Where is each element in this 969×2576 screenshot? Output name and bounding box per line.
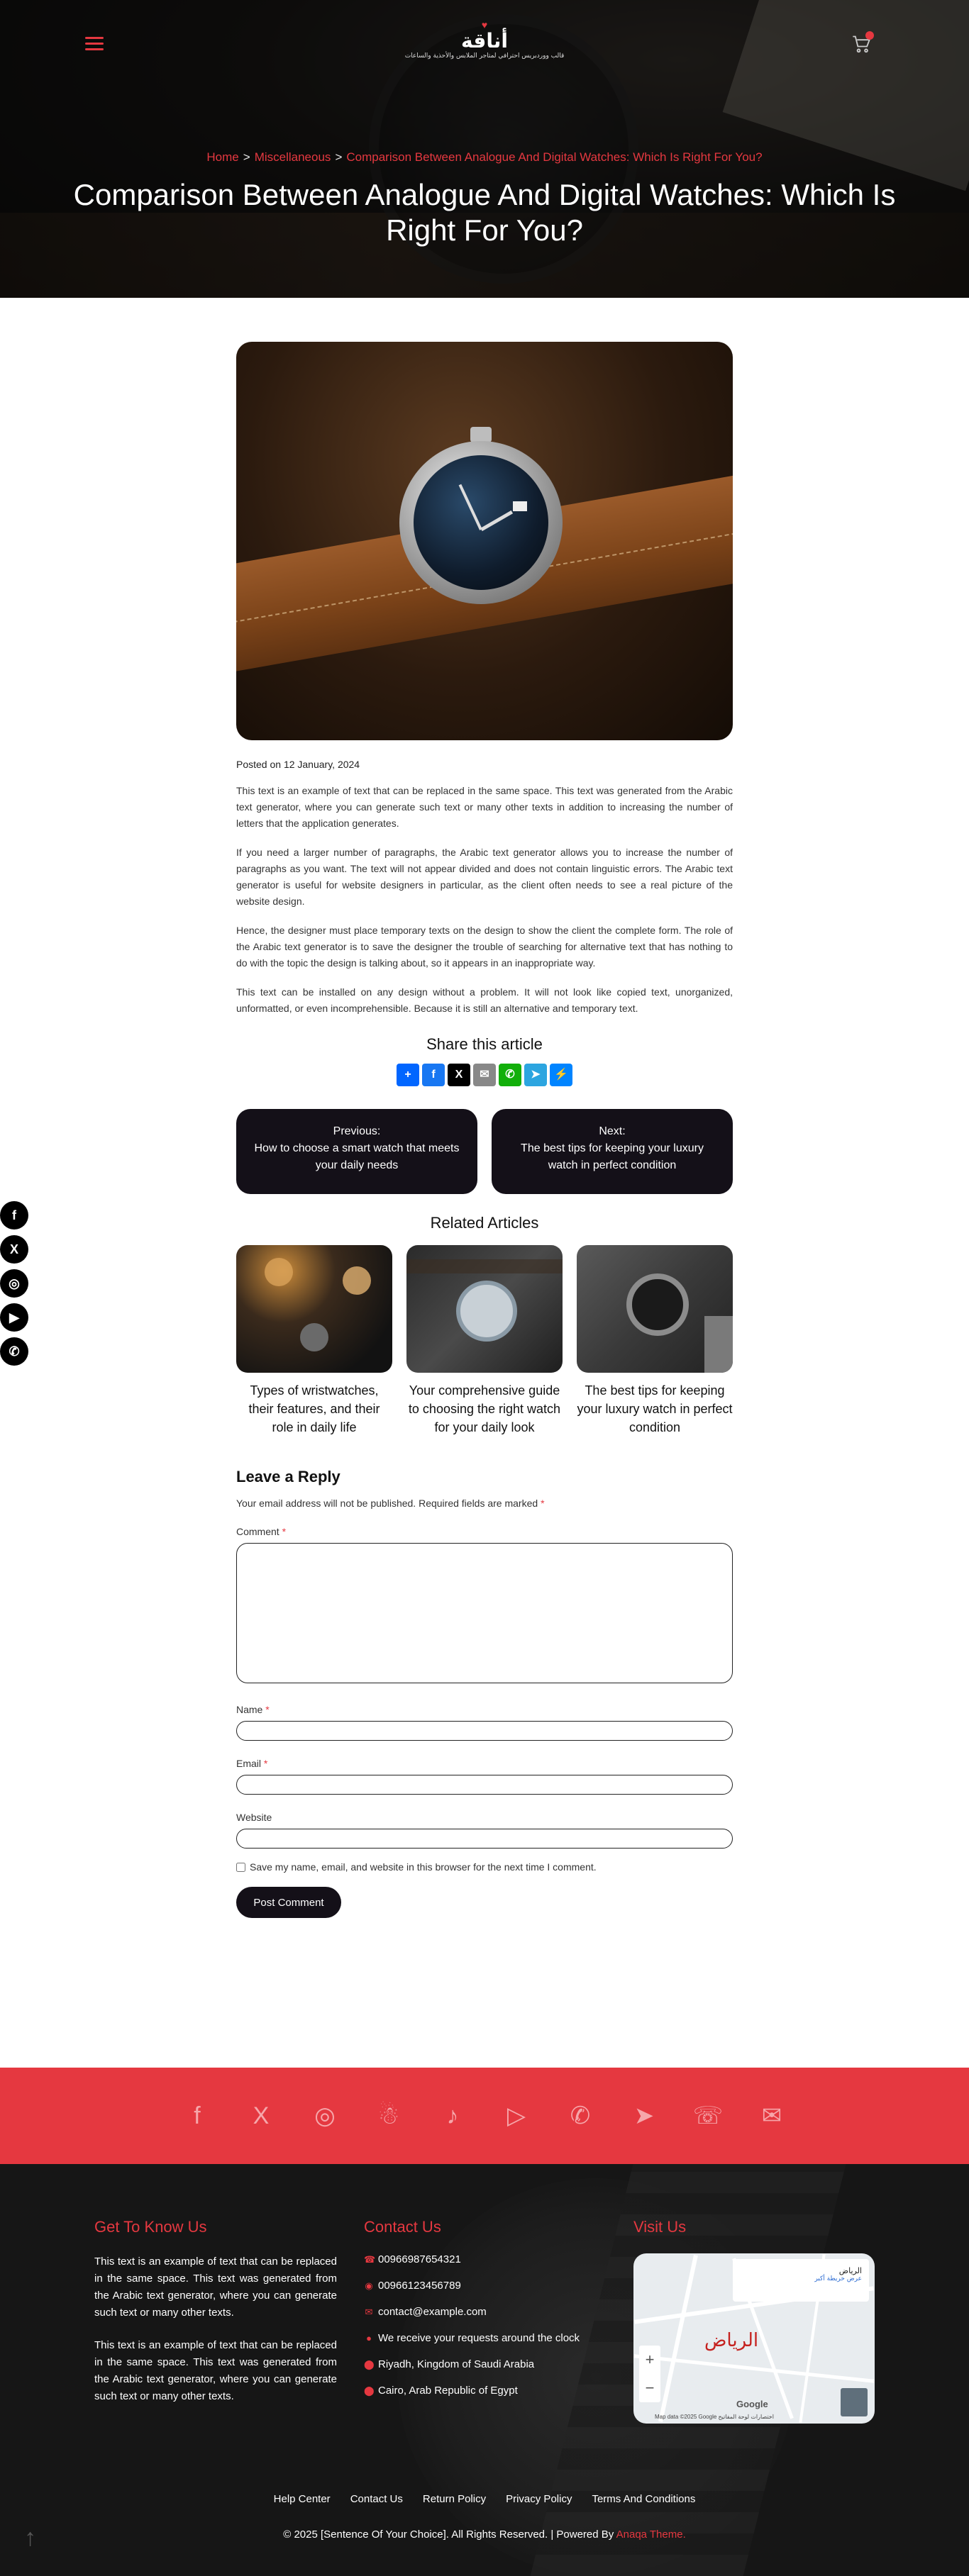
email-field[interactable] [236, 1775, 733, 1795]
previous-title: How to choose a smart watch that meets your daily needs [254, 1142, 460, 1171]
back-to-top-icon[interactable]: ↑ [24, 2524, 36, 2551]
website-label: Website [236, 1812, 272, 1823]
posted-date: Posted on 12 January, 2024 [236, 759, 360, 770]
save-info-row[interactable] [236, 1861, 733, 1873]
name-label-text: Name [236, 1704, 263, 1715]
location-icon: ⬤ [364, 2385, 375, 2396]
telegram-icon[interactable]: ➤ [524, 1064, 547, 1086]
site-footer [0, 2164, 969, 2576]
breadcrumb-home[interactable]: Home [206, 150, 239, 164]
contact-item[interactable] [364, 2280, 605, 2292]
youtube-icon[interactable]: ▶ [0, 1303, 28, 1332]
logo-tagline: قالب ووردبريس احترافي لمتاجر الملابس والأحذية والساعات [404, 52, 565, 60]
article-paragraph: Hence, the designer must place temporary texts on the design to show the client the complete form. The role of the Arabic text generator is to save the designer the trouble of searching for alternative text that has nothing to do with the topic the design is talking about, so it appears in an inappropriate way. [236, 925, 733, 969]
required-mark: * [282, 1526, 287, 1537]
article-paragraph: This text can be installed on any design without a problem. It will not look like copied text, unorganized, unformatted, or even incomprehensible. Because it is still an alternative and temporary text. [236, 986, 733, 1014]
page-title: Comparison Between Analogue And Digital Watches: Which Is Right For You? [73, 178, 896, 247]
logo-heart-icon: ♥ [481, 19, 488, 30]
breadcrumb-category[interactable]: Miscellaneous [254, 150, 331, 164]
previous-label: Previous: [333, 1125, 381, 1137]
map-zoom-in-button[interactable]: + [645, 2351, 655, 2368]
location-map[interactable] [633, 2253, 875, 2424]
x-icon[interactable]: X [0, 1235, 28, 1264]
previous-post-link[interactable] [236, 1109, 477, 1194]
footer-contact-title: Contact Us [364, 2218, 441, 2236]
contact-item[interactable] [364, 2358, 605, 2370]
footer-about-title: Get To Know Us [94, 2218, 207, 2236]
contact-text: 00966987654321 [378, 2253, 461, 2265]
whatsapp-icon: ◉ [365, 2280, 373, 2291]
map-google-logo: Google [736, 2399, 768, 2409]
required-mark: * [541, 1498, 545, 1509]
email-icon[interactable]: ✉ [473, 1064, 496, 1086]
contact-text: We receive your requests around the clock [378, 2332, 580, 2344]
footer-visit-title: Visit Us [633, 2218, 687, 2236]
footer-contact [364, 2218, 605, 2397]
website-field[interactable] [236, 1829, 733, 1849]
contact-item[interactable] [364, 2385, 605, 2397]
next-label: Next: [599, 1125, 626, 1137]
save-info-label: Save my name, email, and website in this browser for the next time I comment. [250, 1861, 597, 1873]
share-title: Share this article [426, 1035, 543, 1053]
messenger-icon[interactable]: ⚡ [550, 1064, 572, 1086]
facebook-icon[interactable]: f [0, 1201, 28, 1230]
related-article-title[interactable]: The best tips for keeping your luxury watch in perfect condition [577, 1383, 733, 1434]
contact-text: Cairo, Arab Republic of Egypt [378, 2385, 518, 2397]
footer-about-paragraph: This text is an example of text that can be replaced in the same space. This text was generated from the Arabic text generator, where you can generate such text or many other texts. [94, 2339, 337, 2402]
name-field[interactable] [236, 1721, 733, 1741]
site-logo[interactable] [397, 20, 572, 60]
facebook-icon[interactable]: f [422, 1064, 445, 1086]
snapchat-icon[interactable]: ☃ [377, 2102, 400, 2129]
contact-text: 00966123456789 [378, 2280, 461, 2292]
save-info-checkbox[interactable] [236, 1863, 245, 1872]
hero-header [0, 0, 969, 298]
map-pegman-icon[interactable] [841, 2388, 868, 2416]
facebook-icon[interactable]: f [194, 2102, 201, 2129]
breadcrumb [0, 150, 969, 165]
contact-item[interactable] [364, 2253, 605, 2265]
map-zoom-controls [639, 2346, 660, 2402]
map-zoom-out-button[interactable]: − [645, 2379, 655, 2397]
share-buttons [236, 1064, 733, 1086]
reply-note-text: Your email address will not be published. Required fields are marked [236, 1498, 538, 1509]
post-navigation [236, 1109, 733, 1194]
map-credit: Map data ©2025 Google اختصارات لوحة المفاتيح [655, 2414, 774, 2420]
cart-icon[interactable] [851, 34, 873, 55]
clock-icon: ● [366, 2333, 372, 2343]
map-card-title: الرياض [838, 2266, 862, 2275]
footer-link[interactable]: Contact Us [350, 2493, 403, 2505]
comment-label [236, 1526, 733, 1537]
copyright-brand-link[interactable]: Anaqa Theme. [616, 2528, 686, 2541]
required-mark: * [263, 1758, 268, 1769]
logo-name: أناقة [461, 29, 508, 52]
reply-note [236, 1498, 733, 1509]
email-icon[interactable]: ✉ [761, 2102, 782, 2129]
contact-list [364, 2253, 605, 2397]
side-social-bar [0, 1201, 31, 1371]
image-watch-date [513, 501, 527, 511]
post-comment-button[interactable]: Post Comment [236, 1887, 341, 1918]
related-thumbnail[interactable] [406, 1245, 563, 1373]
name-label [236, 1704, 733, 1715]
instagram-icon[interactable]: ◎ [0, 1269, 28, 1298]
telegram-icon[interactable]: ➤ [633, 2102, 655, 2129]
tiktok-icon[interactable]: ♪ [446, 2102, 459, 2129]
footer-link[interactable]: Privacy Policy [506, 2493, 572, 2505]
related-article-title[interactable]: Your comprehensive guide to choosing the right watch for your daily look [408, 1383, 561, 1434]
whatsapp-icon[interactable]: ✆ [499, 1064, 521, 1086]
map-larger-link[interactable]: عرض خريطة أكبر [814, 2275, 862, 2282]
next-title: The best tips for keeping your luxury watch in perfect condition [521, 1142, 704, 1171]
related-article-card[interactable] [406, 1245, 563, 1437]
contact-text: contact@example.com [378, 2306, 487, 2318]
youtube-icon[interactable]: ▷ [506, 2102, 526, 2129]
x-icon[interactable]: X [448, 1064, 470, 1086]
whatsapp-icon[interactable]: ✆ [0, 1337, 28, 1366]
article-main [236, 342, 733, 1918]
hamburger-icon[interactable] [85, 37, 104, 51]
related-articles [236, 1245, 733, 1437]
article-paragraph: If you need a larger number of paragraphs, the Arabic text generator allows you to increase the number of paragraphs as you want. The text will not appear divided and does not contain linguistic errors. The Arabic text generator is useful for website designers in particular, as the client often needs to see a real picture of the website design. [236, 847, 733, 907]
breadcrumb-separator: > [335, 150, 343, 164]
copyright [0, 2528, 969, 2541]
related-thumbnail[interactable] [236, 1245, 392, 1373]
instagram-icon[interactable]: ◎ [314, 2102, 336, 2129]
email-label [236, 1758, 733, 1769]
image-watch-crown [470, 427, 492, 442]
comment-label-text: Comment [236, 1526, 279, 1537]
phone-icon[interactable]: ☏ [692, 2102, 724, 2129]
article-paragraph: This text is an example of text that can be replaced in the same space. This text was generated from the Arabic text generator, where you can generate such text or many other texts in addition to increasing the number of letters that the application generates. [236, 785, 733, 829]
social-links-bar [0, 2068, 969, 2164]
contact-text: Riyadh, Kingdom of Saudi Arabia [378, 2358, 535, 2370]
reply-title: Leave a Reply [236, 1468, 340, 1485]
contact-item[interactable] [364, 2332, 605, 2344]
map-city-label: الرياض [704, 2330, 759, 2351]
featured-image [236, 342, 733, 740]
footer-link[interactable]: Terms And Conditions [592, 2493, 696, 2505]
map-info-card[interactable] [733, 2259, 869, 2302]
copyright-text: © 2025 [Sentence Of Your Choice]. All Rights Reserved. | Powered By [283, 2528, 614, 2541]
whatsapp-icon[interactable]: ✆ [570, 2102, 591, 2129]
email-icon: ✉ [365, 2306, 373, 2317]
footer-link[interactable]: Return Policy [422, 2493, 487, 2505]
footer-about [94, 2218, 337, 2405]
phone-icon: ☎ [364, 2253, 376, 2265]
required-mark: * [265, 1704, 270, 1715]
footer-link[interactable]: Help Center [273, 2493, 331, 2505]
comment-field[interactable] [236, 1543, 733, 1683]
email-label-text: Email [236, 1758, 262, 1769]
cart-badge [865, 31, 874, 40]
footer-about-paragraph: This text is an example of text that can be replaced in the same space. This text was generated from the Arabic text generator, where you can generate such text or many other texts. [94, 2256, 337, 2319]
x-icon[interactable]: X [253, 2102, 270, 2129]
contact-item[interactable] [364, 2306, 605, 2318]
related-thumbnail[interactable] [577, 1245, 733, 1373]
related-article-card[interactable] [577, 1245, 733, 1437]
footer-links [0, 2493, 969, 2505]
next-post-link[interactable] [492, 1109, 733, 1194]
location-icon: ⬤ [364, 2358, 375, 2370]
plus-icon[interactable]: + [397, 1064, 419, 1086]
breadcrumb-current: Comparison Between Analogue And Digital Watches: Which Is Right For You? [346, 150, 763, 164]
related-article-title[interactable]: Types of wristwatches, their features, and their role in daily life [248, 1383, 380, 1434]
image-watch-face [414, 455, 548, 590]
related-title: Related Articles [430, 1214, 539, 1232]
footer-visit [633, 2218, 875, 2424]
related-article-card[interactable] [236, 1245, 392, 1437]
breadcrumb-separator: > [243, 150, 250, 164]
